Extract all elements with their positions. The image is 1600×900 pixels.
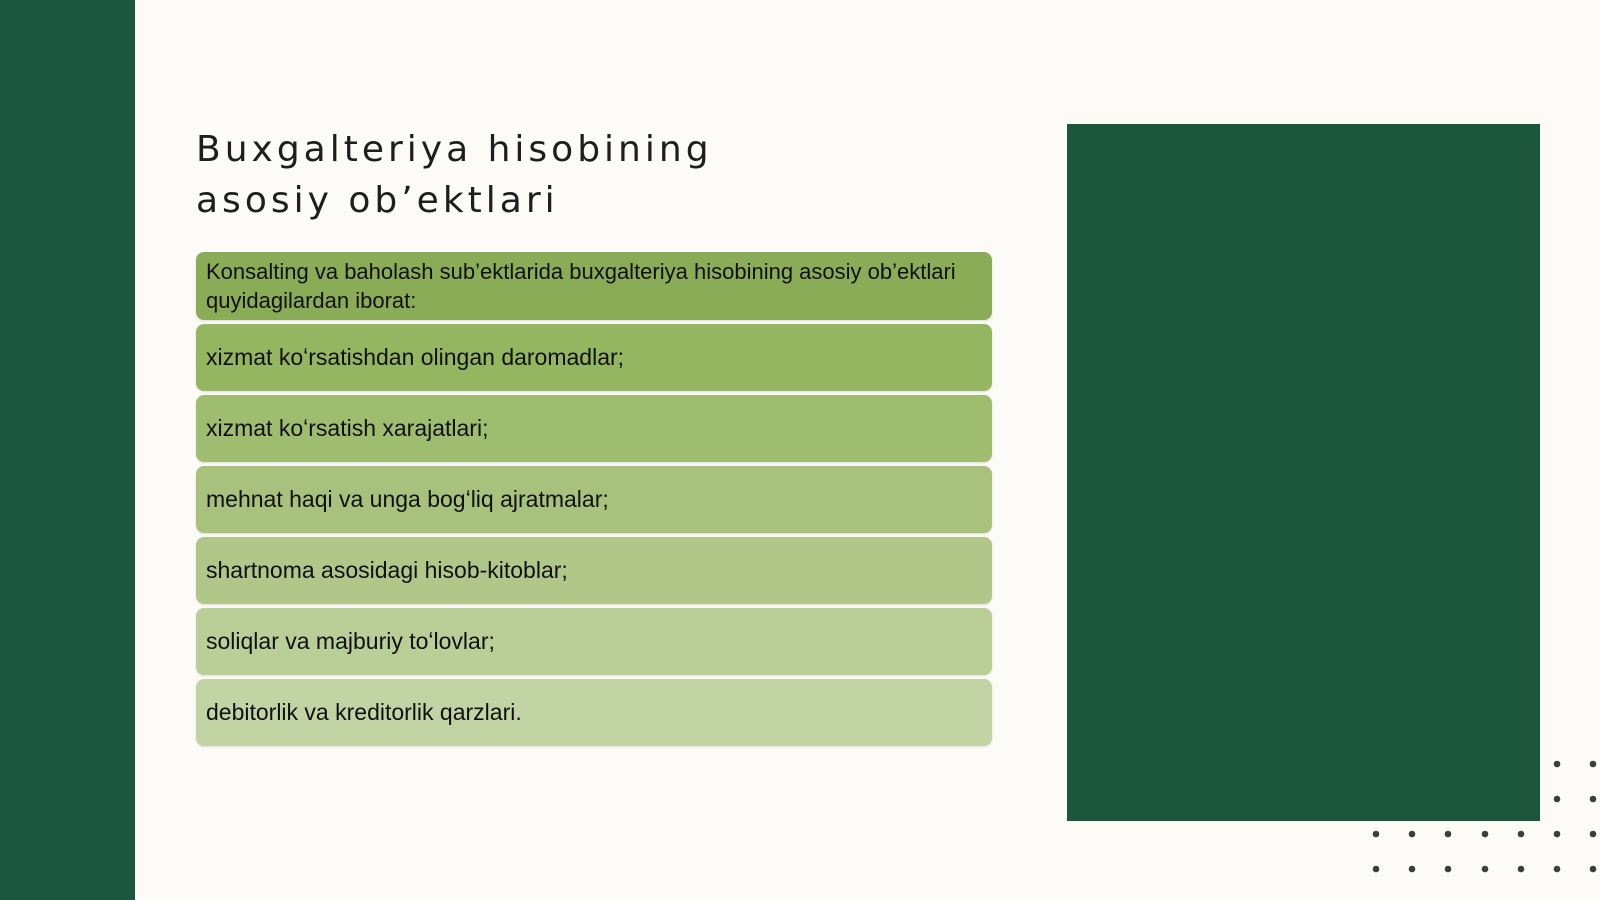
decorative-dot (1590, 831, 1597, 838)
decorative-dot (1373, 831, 1380, 838)
slide-title (196, 124, 916, 226)
decorative-dot (1445, 831, 1452, 838)
decorative-dot-grid (1370, 756, 1600, 900)
left-sidebar-band (0, 0, 135, 900)
decorative-dot (1518, 866, 1525, 873)
list-item-text: xizmat koʻrsatish xarajatlari; (206, 415, 489, 441)
list-item (196, 395, 992, 462)
decorative-dot (1554, 866, 1561, 873)
decorative-dot (1409, 831, 1416, 838)
list-header-text: Konsalting va baholash sub’ektlarida buxgalteriya hisobining asosiy ob’ektlari quyidagilardan iborat: (206, 259, 956, 313)
decorative-dot (1409, 866, 1416, 873)
slide-title-line-1: Buxgalteriya hisobining (196, 129, 713, 170)
list-item-text: debitorlik va kreditorlik qarzlari. (206, 699, 522, 725)
decorative-dot (1590, 796, 1597, 803)
decorative-green-panel (1067, 124, 1540, 821)
list-item-text: mehnat haqi va unga bogʻliq ajratmalar; (206, 486, 609, 512)
list-header-box (196, 252, 992, 320)
decorative-dot (1590, 761, 1597, 768)
decorative-dot (1590, 866, 1597, 873)
list-item (196, 324, 992, 391)
decorative-dot (1482, 831, 1489, 838)
decorative-dot (1554, 796, 1561, 803)
list-item-text: soliqlar va majburiy toʻlovlar; (206, 628, 495, 654)
decorative-dot (1554, 761, 1561, 768)
list-item (196, 608, 992, 675)
list-item (196, 537, 992, 604)
list-item-text: shartnoma asosidagi hisob-kitoblar; (206, 557, 568, 583)
decorative-dot (1482, 866, 1489, 873)
decorative-dot (1518, 831, 1525, 838)
decorative-dot (1445, 866, 1452, 873)
list-item (196, 466, 992, 533)
objects-list (196, 252, 992, 746)
slide-title-line-2: asosiy ob’ektlari (196, 180, 559, 221)
decorative-dot (1373, 866, 1380, 873)
decorative-dot (1554, 831, 1561, 838)
list-item (196, 679, 992, 746)
list-item-text: xizmat koʻrsatishdan olingan daromadlar; (206, 344, 625, 370)
